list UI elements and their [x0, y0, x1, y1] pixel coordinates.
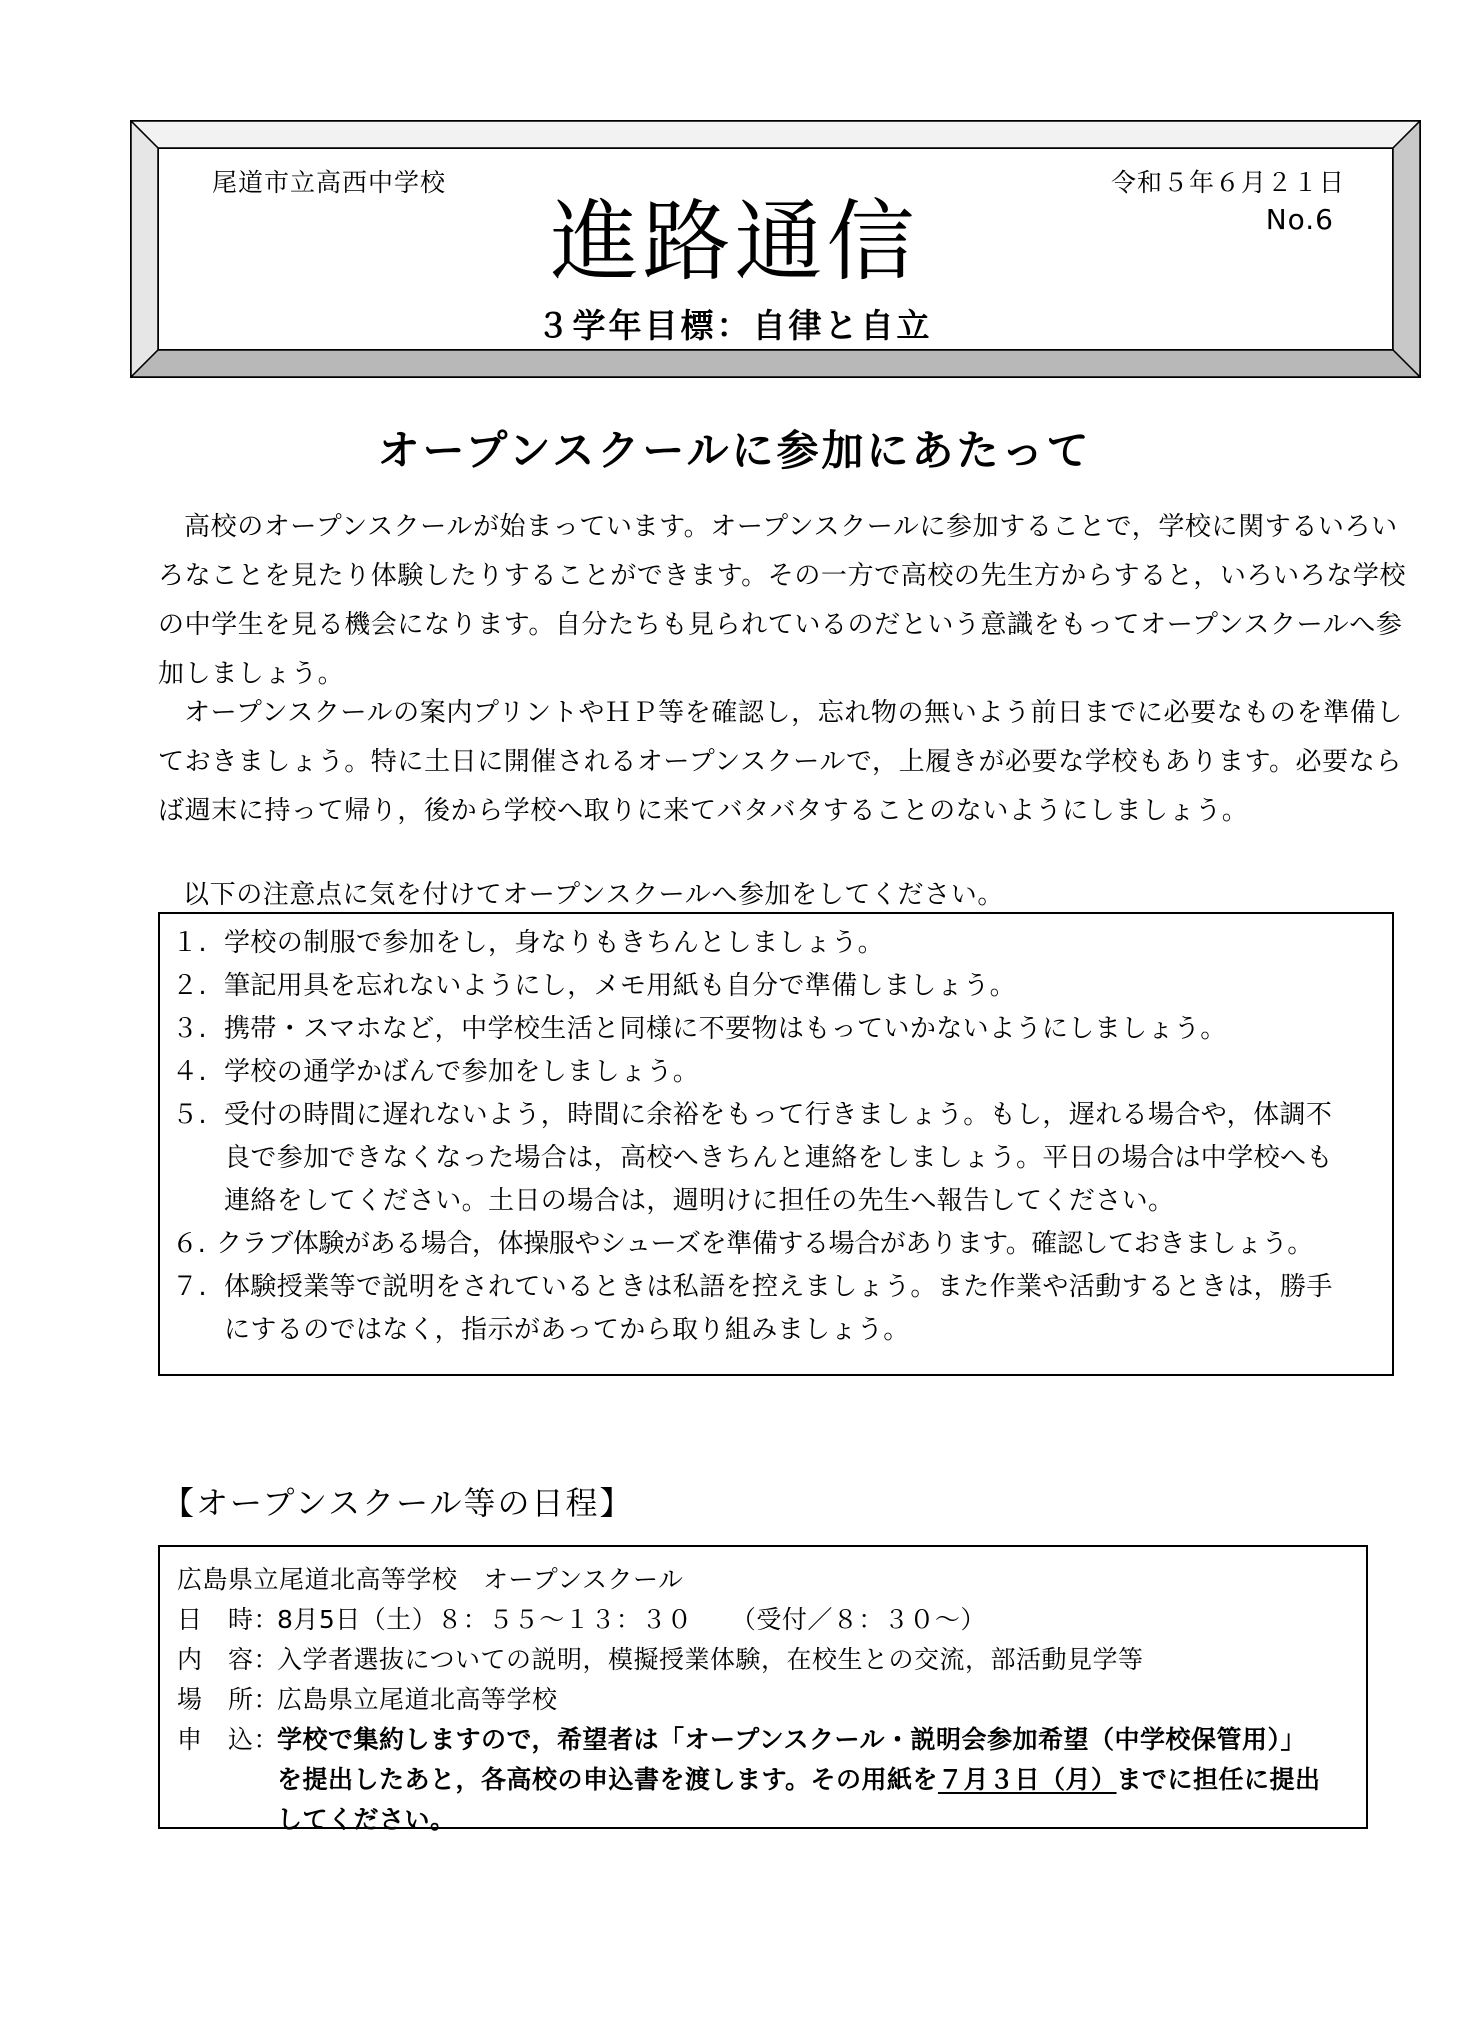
schedule-datetime: 8月5日（土）８：５５～１３：３０ （受付／８：３０～）	[277, 1605, 986, 1634]
newsletter-title: 進路通信	[550, 190, 919, 293]
note-item	[172, 1266, 1333, 1352]
paragraph-line: ておきましょう。特に土日に開催されるオープンスクールで，上履きが必要な学校もあります。必要なら	[158, 747, 1402, 777]
note-text: 学校の通学かばんで参加をしましょう。	[224, 1057, 700, 1087]
paragraph-line: ば週末に持って帰り，後から学校へ取りに来てバタバタすることのないようにしましょう。	[158, 796, 1249, 826]
note-text: 連絡をしてください。土日の場合は，週明けに担任の先生へ報告してください。	[224, 1186, 1175, 1216]
note-text: 携帯・スマホなど，中学校生活と同様に不要物はもっていかないようにしましょう。	[224, 1014, 1227, 1044]
schedule-place: 広島県立尾道北高等学校	[277, 1685, 558, 1714]
schedule-label: 内 容：	[177, 1645, 280, 1674]
schedule-label: 日 時：	[177, 1605, 280, 1634]
schedule-label: 場 所：	[177, 1685, 280, 1714]
paragraph-2	[158, 689, 1420, 836]
note-text: 筆記用具を忘れないようにし，メモ用紙も自分で準備しましょう。	[224, 971, 1017, 1001]
note-text: 受付の時間に遅れないよう，時間に余裕をもって行きましょう。もし，遅れる場合や，体調不	[224, 1100, 1333, 1130]
paragraph-line: オープンスクールの案内プリントやＨＰ等を確認し，忘れ物の無いよう前日までに必要なものを準備し	[184, 698, 1403, 728]
notes-intro: 以下の注意点に気を付けてオープンスクールへ参加をしてください。	[183, 880, 1004, 910]
note-number: ３.	[172, 1014, 208, 1044]
issue-date: 令和５年６月２１日	[1110, 168, 1345, 197]
note-number: ６.	[172, 1229, 206, 1259]
note-number: ７.	[172, 1272, 208, 1302]
schedule-heading: 【オープンスクール等の日程】	[162, 1484, 634, 1522]
schedule-apply-row	[277, 1760, 1321, 1796]
schedule-event: 広島県立尾道北高等学校 オープンスクール	[177, 1565, 684, 1594]
note-text: 体験授業等で説明をされているときは私語を控えましょう。また作業や活動するときは，勝手	[224, 1272, 1333, 1302]
schedule-datetime-row	[177, 1600, 986, 1636]
schedule-apply-text: 学校で集約しますので，希望者は「オープンスクール・説明会参加希望（中学校保管用）」	[277, 1725, 1307, 1754]
note-item	[172, 965, 1016, 1008]
schedule-apply-text: を提出したあと，各高校の申込書を渡します。その用紙を	[277, 1765, 939, 1794]
schedule-apply-text: までに担任に提出	[1116, 1765, 1321, 1794]
school-name: 尾道市立高西中学校	[212, 168, 447, 197]
note-text: にするのではなく，指示があってから取り組みましょう。	[224, 1315, 910, 1345]
note-number: １.	[172, 928, 208, 958]
paragraph-line: ろなことを見たり体験したりすることができます。その一方で高校の先生方からすると，いろいろな学校	[158, 561, 1407, 591]
paragraph-line: の中学生を見る機会になります。自分たちも見られているのだという意識をもってオープンスクールへ参	[158, 610, 1403, 640]
schedule-apply-text: してください。	[277, 1805, 456, 1834]
note-number: ２.	[172, 971, 208, 1001]
note-number: ４.	[172, 1057, 208, 1087]
issue-number: No.6	[1265, 203, 1334, 236]
paragraph-1	[158, 503, 1420, 699]
note-item	[172, 1008, 1227, 1051]
note-text: 良で参加できなくなった場合は，高校へきちんと連絡をしましょう。平日の場合は中学校へも	[224, 1143, 1333, 1173]
note-item	[172, 922, 884, 965]
note-text: クラブ体験がある場合，体操服やシューズを準備する場合があります。確認しておきましょう。	[216, 1229, 1313, 1259]
note-item	[172, 1223, 1313, 1266]
schedule-label: 申 込：	[177, 1725, 280, 1754]
article-headline: オープンスクールに参加にあたって	[377, 426, 1092, 475]
schedule-content: 入学者選抜についての説明，模擬授業体験，在校生との交流，部活動見学等	[277, 1645, 1144, 1674]
note-item	[172, 1051, 699, 1094]
note-item	[172, 1094, 1333, 1223]
paragraph-line: 高校のオープンスクールが始まっています。オープンスクールに参加することで，学校に関するいろい	[184, 512, 1398, 542]
grade-goal: ３学年目標：自律と自立	[536, 306, 933, 345]
schedule-apply-row	[177, 1720, 1306, 1756]
note-text: 学校の制服で参加をし，身なりもきちんとしましょう。	[224, 928, 885, 958]
note-number: ５.	[172, 1100, 208, 1130]
schedule-place-row	[177, 1680, 558, 1716]
paragraph-line: 加しましょう。	[158, 659, 345, 689]
schedule-apply-deadline: ７月３日（月）	[938, 1765, 1117, 1794]
schedule-content-row	[177, 1640, 1144, 1676]
